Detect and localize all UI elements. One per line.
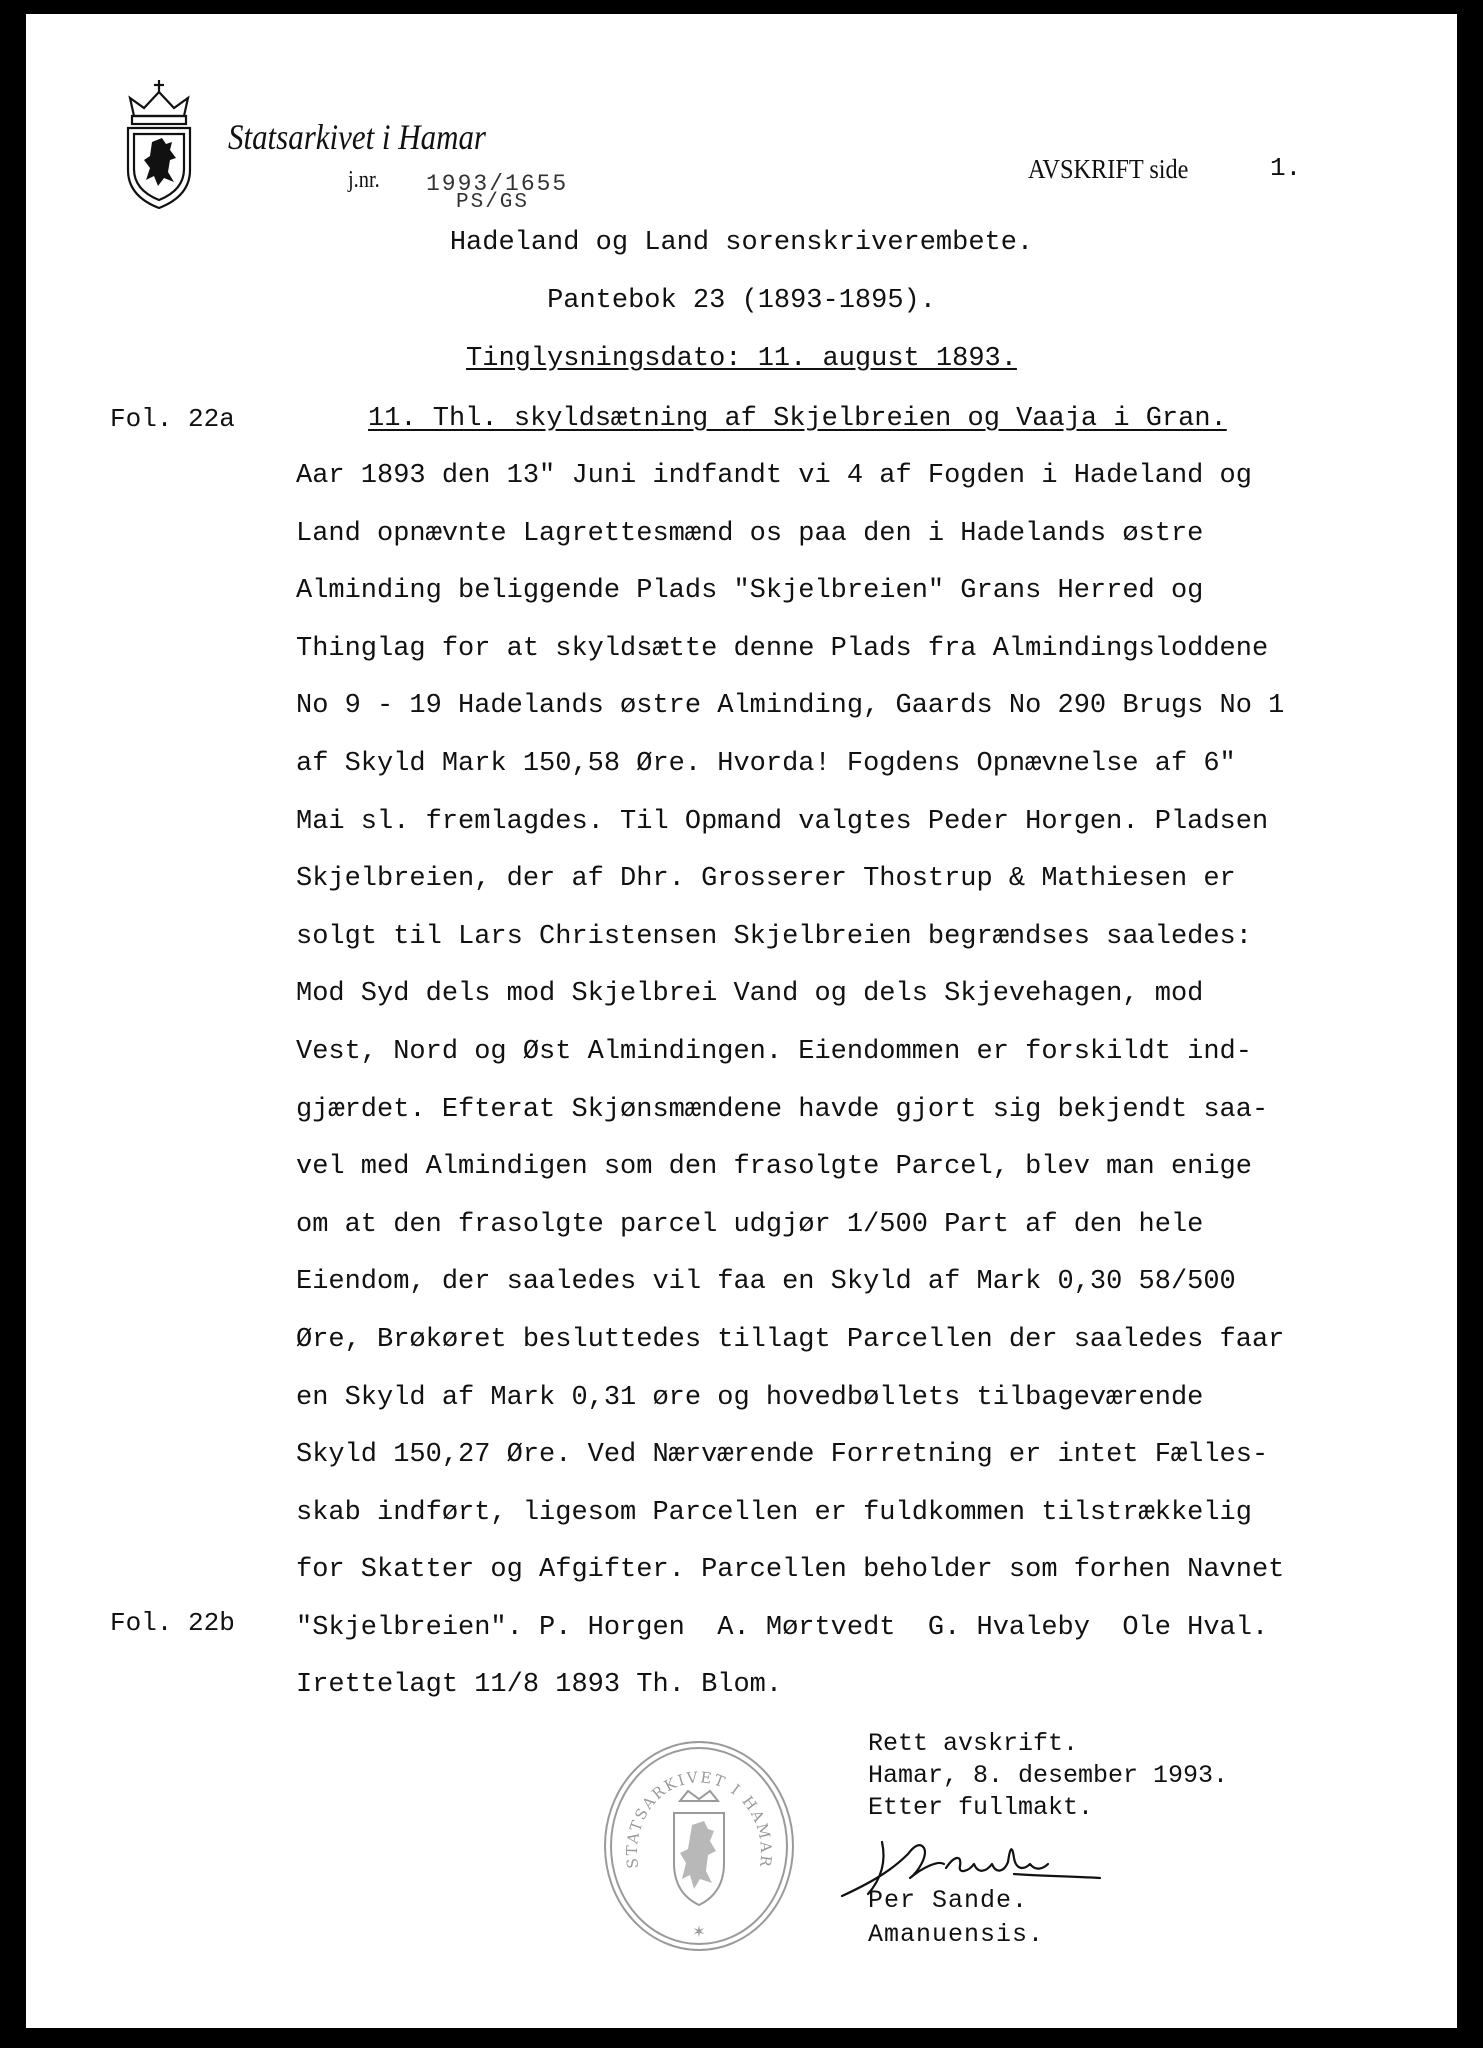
archive-name: Statsarkivet i Hamar	[228, 117, 486, 157]
text-line: Mai sl. fremlagdes. Til Opmand valgtes Peder Horgen. Pladsen	[296, 806, 1269, 837]
document-page	[26, 14, 1457, 2028]
handler-initials: PS/GS	[456, 191, 530, 214]
journal-number: 1993/1655	[426, 171, 569, 197]
journal-number-label: j.nr.	[348, 167, 380, 193]
text-line: gjærdet. Efterat Skjønsmændene havde gjort sig bekjendt saa-	[296, 1094, 1269, 1125]
coat-of-arms-icon	[120, 78, 198, 212]
text-line: Thinglag for at skyldsætte denne Plads fra Almindingsloddene	[296, 633, 1269, 664]
signer-title: Amanuensis.	[868, 1920, 1045, 1949]
text-line: skab indført, ligesom Parcellen er fuldkommen tilstrækkelig	[296, 1497, 1252, 1528]
folio-label-start: Fol. 22a	[110, 404, 235, 434]
text-line: "Skjelbreien". P. Horgen A. Mørtvedt G. Hvaleby Ole Hval.	[296, 1612, 1269, 1643]
text-line: af Skyld Mark 150,58 Øre. Hvorda! Fogdens Opnævnelse af 6"	[296, 748, 1236, 779]
text-line: Land opnævnte Lagrettesmænd os paa den i Hadelands østre	[296, 518, 1204, 549]
certification-place-date: Hamar, 8. desember 1993.	[868, 1761, 1229, 1790]
text-line: Irettelagt 11/8 1893 Th. Blom.	[296, 1670, 783, 1701]
text-line: for Skatter og Afgifter. Parcellen beholder som forhen Navnet	[296, 1555, 1285, 1586]
text-line: No 9 - 19 Hadelands østre Alminding, Gaards No 290 Brugs No 1	[296, 691, 1285, 722]
text-line: vel med Almindigen som den frasolgte Parcel, blev man enige	[296, 1152, 1252, 1183]
text-line: om at den frasolgte parcel udgjør 1/500 Part af den hele	[296, 1209, 1204, 1240]
office-heading: Hadeland og Land sorenskriverembete.	[449, 228, 1034, 258]
folio-label-end: Fol. 22b	[110, 1608, 235, 1638]
transcription-body	[296, 460, 1284, 1727]
entry-title: 11. Thl. skyldsætning af Skjelbreien og Vaaja i Gran.	[368, 404, 1227, 434]
certification-statement: Rett avskrift.	[868, 1729, 1079, 1758]
text-line: Eiendom, der saaledes vil faa en Skyld af Mark 0,30 58/500	[296, 1267, 1236, 1298]
copy-label: AVSKRIFT side	[1028, 154, 1189, 184]
signer-block	[868, 1884, 1044, 1952]
page-number: 1.	[1270, 153, 1302, 183]
certification-block	[868, 1728, 1228, 1824]
seal-text: STATSARKIVET I HAMAR	[622, 1768, 776, 1870]
text-line: solgt til Lars Christensen Skjelbreien begrændses saaledes:	[296, 921, 1252, 952]
seal-star-icon: ✶	[692, 1924, 706, 1941]
text-line: Mod Syd dels mod Skjelbrei Vand og dels Skjevehagen, mod	[296, 979, 1204, 1010]
text-line: Aar 1893 den 13" Juni indfandt vi 4 af Fogden i Hadeland og	[296, 461, 1252, 491]
text-line: Skjelbreien, der af Dhr. Grosserer Thostrup & Mathiesen er	[296, 864, 1236, 895]
book-heading: Pantebok 23 (1893-1895).	[547, 286, 936, 316]
text-line: Skyld 150,27 Øre. Ved Nærværende Forretning er intet Fælles-	[296, 1440, 1269, 1471]
text-line: Vest, Nord og Øst Almindingen. Eiendommen er forskildt ind-	[296, 1036, 1252, 1067]
registration-date-heading: Tinglysningsdato: 11. august 1893.	[466, 344, 1017, 374]
certification-authority: Etter fullmakt.	[868, 1793, 1094, 1822]
archive-seal-stamp	[602, 1737, 796, 1955]
text-line: en Skyld af Mark 0,31 øre og hovedbøllets tilbageværende	[296, 1382, 1204, 1413]
signer-name: Per Sande.	[868, 1886, 1029, 1915]
text-line: Øre, Brøkøret besluttedes tillagt Parcellen der saaledes faar	[296, 1324, 1285, 1355]
text-line: Alminding beliggende Plads "Skjelbreien" Grans Herred og	[296, 576, 1204, 607]
